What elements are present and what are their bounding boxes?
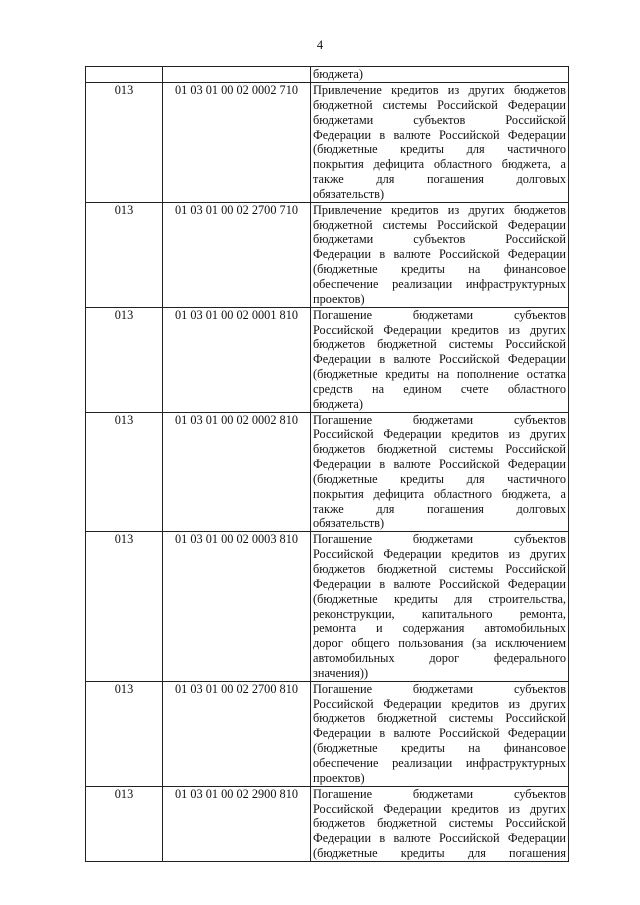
description-cell bbox=[311, 202, 569, 307]
table-row bbox=[86, 786, 569, 861]
admin-code-cell bbox=[86, 67, 163, 83]
description-line: бюджетами субъектов Российской bbox=[313, 112, 566, 127]
description-line: ремонта и содержания автомобильных bbox=[313, 621, 566, 636]
description-line: бюджетов бюджетной системы Российской bbox=[313, 442, 566, 457]
description-cell bbox=[311, 307, 569, 412]
description-line: также для погашения долговых bbox=[313, 501, 566, 516]
admin-code-cell: 013 bbox=[86, 83, 163, 203]
description-line: покрытия дефицита областного бюджета, а bbox=[313, 486, 566, 501]
description-line: обязательств) bbox=[313, 186, 385, 201]
description-line: Погашение бюджетами субъектов bbox=[313, 681, 566, 696]
description-line: бюджетов бюджетной системы Российской bbox=[313, 711, 566, 726]
description-line: значения)) bbox=[313, 665, 369, 680]
description-line: Федерации в валюте Российской Федерации bbox=[313, 247, 566, 262]
table-row bbox=[86, 83, 569, 203]
description-line: Погашение бюджетами субъектов bbox=[313, 786, 566, 801]
description-line: Российской Федерации кредитов из других bbox=[313, 427, 566, 442]
description-line: бюджетов бюджетной системы Российской bbox=[313, 337, 566, 352]
description-line: также для погашения долговых bbox=[313, 172, 566, 187]
table-row bbox=[86, 412, 569, 532]
table-row bbox=[86, 307, 569, 412]
description-line: бюджетами субъектов Российской bbox=[313, 232, 566, 247]
budget-code-cell: 01 03 01 00 02 2700 810 bbox=[163, 681, 311, 786]
description-line: проектов) bbox=[313, 291, 365, 306]
description-line: бюджетов бюджетной системы Российской bbox=[313, 816, 566, 831]
description-cell bbox=[311, 412, 569, 532]
description-line: Российской Федерации кредитов из других bbox=[313, 696, 566, 711]
description-line: проектов) bbox=[313, 770, 365, 785]
description-line: Погашение бюджетами субъектов bbox=[313, 307, 566, 322]
description-line: Российской Федерации кредитов из других bbox=[313, 801, 566, 816]
description-line: Федерации в валюте Российской Федерации bbox=[313, 457, 566, 472]
description-cell bbox=[311, 786, 569, 861]
budget-code-cell: 01 03 01 00 02 0002 710 bbox=[163, 83, 311, 203]
description-line: обеспечение реализации инфраструктурных bbox=[313, 276, 566, 291]
admin-code-cell: 013 bbox=[86, 681, 163, 786]
description-line: Погашение бюджетами субъектов bbox=[313, 532, 566, 547]
description-line: Российской Федерации кредитов из других bbox=[313, 547, 566, 562]
description-line: Федерации в валюте Российской Федерации bbox=[313, 127, 566, 142]
budget-code-cell bbox=[163, 67, 311, 83]
admin-code-cell: 013 bbox=[86, 202, 163, 307]
budget-code-cell: 01 03 01 00 02 0001 810 bbox=[163, 307, 311, 412]
description-line: автомобильных дорог федерального bbox=[313, 651, 566, 666]
admin-code-cell: 013 bbox=[86, 412, 163, 532]
description-line: Российской Федерации кредитов из других bbox=[313, 322, 566, 337]
budget-code-cell: 01 03 01 00 02 2900 810 bbox=[163, 786, 311, 861]
description-line: обеспечение реализации инфраструктурных bbox=[313, 755, 566, 770]
description-line: дорог общего пользования (за исключением bbox=[313, 636, 566, 651]
description-line: Привлечение кредитов из других бюджетов bbox=[313, 202, 566, 217]
description-line: (бюджетные кредиты для погашения bbox=[313, 846, 566, 861]
description-line: Погашение бюджетами субъектов bbox=[313, 412, 566, 427]
description-line: бюджетов бюджетной системы Российской bbox=[313, 562, 566, 576]
admin-code-cell: 013 bbox=[86, 532, 163, 681]
description-line: (бюджетные кредиты на финансовое bbox=[313, 262, 566, 277]
description-line: Федерации в валюте Российской Федерации bbox=[313, 576, 566, 591]
table-row bbox=[86, 67, 569, 83]
description-line: (бюджетные кредиты для строительства, bbox=[313, 591, 566, 606]
description-line: (бюджетные кредиты на пополнение остатка bbox=[313, 367, 566, 382]
description-line: бюджетной системы Российской Федерации bbox=[313, 97, 566, 112]
description-cell bbox=[311, 532, 569, 681]
budget-code-cell: 01 03 01 00 02 0002 810 bbox=[163, 412, 311, 532]
description-line: покрытия дефицита областного бюджета, а bbox=[313, 157, 566, 172]
description-line: средств на едином счете областного bbox=[313, 381, 566, 396]
description-line: реконструкции, капитального ремонта, bbox=[313, 606, 566, 621]
budget-code-cell: 01 03 01 00 02 2700 710 bbox=[163, 202, 311, 307]
table-row bbox=[86, 681, 569, 786]
description-line: бюджета) bbox=[313, 67, 363, 81]
description-line: Федерации в валюте Российской Федерации bbox=[313, 726, 566, 741]
description-line: Привлечение кредитов из других бюджетов bbox=[313, 83, 566, 97]
description-cell bbox=[311, 67, 569, 83]
table-row bbox=[86, 532, 569, 681]
admin-code-cell: 013 bbox=[86, 786, 163, 861]
table-row bbox=[86, 202, 569, 307]
description-cell bbox=[311, 83, 569, 203]
table-body bbox=[86, 67, 569, 862]
admin-code-cell: 013 bbox=[86, 307, 163, 412]
budget-codes-table bbox=[85, 66, 569, 862]
description-cell bbox=[311, 681, 569, 786]
page-number: 4 bbox=[316, 38, 324, 52]
description-line: обязательств) bbox=[313, 516, 385, 531]
description-line: бюджетной системы Российской Федерации bbox=[313, 217, 566, 232]
description-line: (бюджетные кредиты на финансовое bbox=[313, 741, 566, 756]
description-line: бюджета) bbox=[313, 396, 363, 411]
description-line: (бюджетные кредиты для частичного bbox=[313, 142, 566, 157]
description-line: (бюджетные кредиты для частичного bbox=[313, 471, 566, 486]
description-line: Федерации в валюте Российской Федерации bbox=[313, 352, 566, 367]
description-line: Федерации в валюте Российской Федерации bbox=[313, 831, 566, 846]
budget-code-cell: 01 03 01 00 02 0003 810 bbox=[163, 532, 311, 681]
